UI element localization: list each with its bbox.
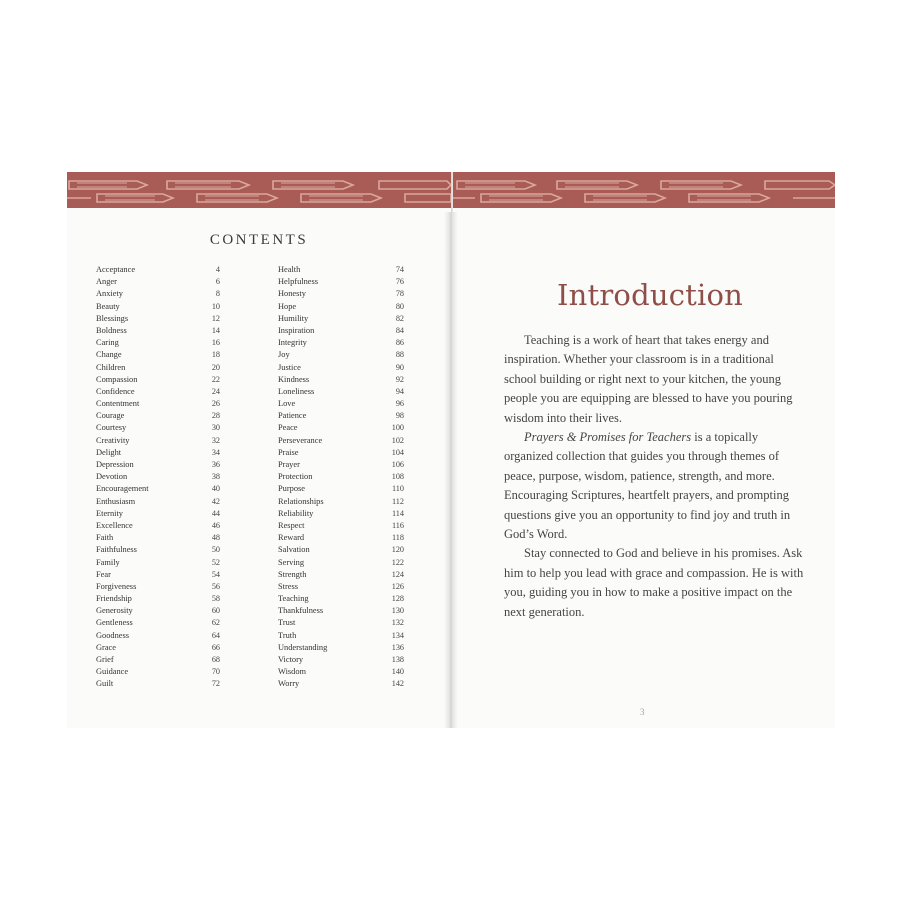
- toc-entry-label: Anger: [96, 277, 117, 287]
- toc-entry-page: 64: [211, 630, 220, 640]
- toc-entry: [278, 630, 404, 642]
- toc-entry: [96, 264, 220, 276]
- toc-entry-label: Excellence: [96, 520, 133, 530]
- toc-entry-label: Honesty: [278, 289, 306, 299]
- toc-entry: [96, 544, 220, 556]
- toc-entry-label: Serving: [278, 557, 305, 567]
- toc-entry-label: Understanding: [278, 642, 328, 652]
- toc-entry: [96, 642, 220, 654]
- toc-entry: [278, 386, 404, 398]
- toc-entry-page: 6: [215, 277, 220, 287]
- toc-entry: [278, 398, 404, 410]
- toc-entry-label: Faith: [96, 533, 114, 543]
- toc-entry-label: Reward: [278, 533, 305, 543]
- toc-entry: [278, 301, 404, 313]
- toc-entry-page: 56: [211, 581, 220, 591]
- toc-entry-label: Fear: [96, 569, 111, 579]
- toc-entry-page: 134: [391, 630, 404, 640]
- toc-entry-label: Hope: [278, 301, 297, 311]
- toc-entry-page: 16: [211, 338, 220, 348]
- toc-entry-page: 36: [211, 460, 220, 469]
- toc-entry-page: 30: [211, 423, 220, 433]
- toc-entry-page: 28: [211, 411, 220, 421]
- toc-entry-label: Guidance: [96, 667, 129, 677]
- toc-entry: [96, 349, 220, 361]
- toc-entry-label: Creativity: [96, 435, 130, 445]
- toc-entry: [278, 605, 404, 617]
- toc-column-2: [278, 264, 404, 691]
- toc-entry-page: 12: [211, 313, 220, 323]
- decorative-pencil-band-left: [67, 172, 451, 212]
- toc-entry-label: Confidence: [96, 386, 135, 396]
- toc-entry: [278, 654, 404, 666]
- toc-entry-page: 90: [395, 362, 404, 372]
- toc-entry-label: Truth: [278, 630, 297, 640]
- toc-entry-label: Eternity: [96, 508, 123, 518]
- toc-entry: [96, 569, 220, 581]
- toc-entry-page: 42: [211, 496, 220, 506]
- toc-entry: [278, 264, 404, 276]
- toc-entry-page: 22: [211, 374, 220, 384]
- toc-entry-label: Respect: [278, 520, 305, 530]
- toc-entry-page: 58: [211, 594, 220, 604]
- toc-entry-page: 10: [211, 301, 220, 311]
- toc-entry-label: Generosity: [96, 606, 133, 616]
- toc-entry-label: Beauty: [96, 301, 120, 311]
- toc-entry: [278, 435, 404, 447]
- toc-entry-label: Justice: [278, 362, 301, 372]
- toc-entry-label: Grace: [96, 642, 116, 652]
- toc-entry: [278, 508, 404, 520]
- toc-entry-label: Family: [96, 557, 120, 567]
- toc-entry-label: Grief: [96, 655, 114, 664]
- introduction-body: [504, 331, 804, 622]
- toc-entry-label: Inspiration: [278, 325, 315, 335]
- toc-entry: [278, 569, 404, 581]
- toc-entry-page: 68: [211, 655, 220, 664]
- toc-entry-page: 50: [211, 545, 220, 555]
- toc-entry: [96, 447, 220, 459]
- toc-entry-page: 60: [211, 606, 220, 616]
- toc-entry: [278, 520, 404, 532]
- toc-entry-label: Kindness: [278, 374, 310, 384]
- toc-entry-label: Guilt: [96, 679, 114, 689]
- toc-entry-page: 34: [211, 447, 220, 457]
- toc-entry: [96, 313, 220, 325]
- toc-entry: [278, 557, 404, 569]
- toc-entry: [278, 349, 404, 361]
- toc-entry: [96, 581, 220, 593]
- toc-entry: [96, 678, 220, 690]
- toc-entry-label: Boldness: [96, 325, 127, 335]
- page-number: 3: [640, 707, 645, 717]
- toc-entry-label: Change: [96, 350, 122, 360]
- toc-entry-page: 38: [211, 472, 220, 482]
- toc-entry-page: 98: [395, 411, 404, 421]
- toc-entry-label: Enthusiasm: [96, 496, 136, 506]
- toc-entry-label: Perseverance: [278, 435, 323, 445]
- toc-entry-label: Relationships: [278, 496, 324, 506]
- toc-entry-page: 122: [391, 557, 404, 567]
- pencil-pattern-icon: [453, 172, 835, 212]
- toc-column-1: [96, 264, 220, 691]
- toc-entry-page: 46: [211, 520, 220, 530]
- toc-entry-label: Victory: [278, 655, 304, 664]
- toc-entry-label: Devotion: [96, 472, 128, 482]
- toc-entry-page: 104: [391, 447, 404, 457]
- toc-entry-label: Goodness: [96, 630, 130, 640]
- toc-entry-page: 44: [211, 508, 220, 518]
- toc-entry: [278, 581, 404, 593]
- toc-entry: [278, 532, 404, 544]
- toc-entry-label: Purpose: [278, 484, 305, 494]
- toc-entry: [96, 520, 220, 532]
- toc-entry: [96, 301, 220, 313]
- toc-entry-label: Friendship: [96, 594, 132, 604]
- toc-entry-page: 74: [395, 265, 404, 274]
- toc-entry: [278, 496, 404, 508]
- toc-entry-page: 108: [391, 472, 404, 482]
- toc-entry: [278, 313, 404, 325]
- toc-entry-page: 26: [211, 399, 220, 409]
- introduction-title: Introduction: [556, 278, 744, 312]
- toc-entry-label: Compassion: [96, 374, 138, 384]
- toc-entry-page: 66: [211, 642, 220, 652]
- toc-entry: [96, 630, 220, 642]
- toc-entry: [96, 605, 220, 617]
- toc-entry-label: Joy: [278, 350, 290, 360]
- toc-entry: [278, 678, 404, 690]
- toc-entry-page: 18: [211, 350, 220, 360]
- toc-entry-page: 82: [395, 313, 404, 323]
- toc-entry-page: 102: [391, 435, 404, 445]
- toc-entry-label: Delight: [96, 447, 122, 457]
- toc-entry: [278, 666, 404, 678]
- toc-entry-label: Praise: [278, 447, 299, 457]
- toc-entry-page: 78: [395, 289, 404, 299]
- toc-entry-label: Trust: [278, 618, 296, 628]
- toc-entry-page: 110: [392, 484, 404, 494]
- toc-entry: [278, 544, 404, 556]
- toc-entry-page: 70: [211, 667, 220, 677]
- toc-entry: [278, 337, 404, 349]
- toc-entry-page: 138: [391, 655, 404, 664]
- toc-entry-label: Faithfulness: [96, 545, 137, 555]
- toc-entry-page: 8: [215, 289, 220, 299]
- toc-entry-page: 54: [211, 569, 220, 579]
- toc-entry: [96, 276, 220, 288]
- toc-entry: [96, 496, 220, 508]
- toc-entry-label: Courage: [96, 411, 125, 421]
- toc-entry-label: Blessings: [96, 313, 129, 323]
- toc-entry-label: Anxiety: [96, 289, 123, 299]
- toc-entry-page: 116: [392, 520, 404, 530]
- toc-entry-label: Encouragement: [96, 484, 149, 494]
- toc-entry: [278, 459, 404, 471]
- toc-entry: [278, 483, 404, 495]
- toc-entry-page: 80: [395, 301, 404, 311]
- toc-entry: [96, 483, 220, 495]
- toc-entry-label: Depression: [96, 460, 134, 469]
- toc-entry-page: 52: [211, 557, 220, 567]
- toc-entry-page: 132: [391, 618, 404, 628]
- toc-entry-page: 140: [391, 667, 404, 677]
- toc-entry-label: Protection: [278, 472, 313, 482]
- toc-entry-page: 100: [391, 423, 404, 433]
- toc-entry: [278, 447, 404, 459]
- toc-entry-page: 88: [395, 350, 404, 360]
- toc-entry-page: 4: [215, 265, 220, 274]
- toc-entry-page: 32: [211, 435, 220, 445]
- toc-entry: [278, 593, 404, 605]
- toc-entry: [278, 642, 404, 654]
- intro-paragraph-3: Stay connected to God and believe in his promises. Ask him to help you lead with grace and compassion. He is with you, guiding you in how to make a positive impact on the next generation.: [504, 546, 804, 619]
- toc-entry: [96, 471, 220, 483]
- toc-entry-page: 84: [395, 325, 404, 335]
- toc-entry: [278, 374, 404, 386]
- decorative-pencil-band-right: [453, 172, 835, 212]
- toc-entry: [96, 459, 220, 471]
- toc-entry-page: 76: [395, 277, 404, 287]
- toc-entry-label: Strength: [278, 569, 307, 579]
- intro-paragraph-2: [504, 428, 804, 544]
- toc-entry: [96, 410, 220, 422]
- toc-entry-page: 130: [391, 606, 404, 616]
- toc-entry-label: Teaching: [278, 594, 309, 604]
- toc-entry-page: 120: [391, 545, 404, 555]
- toc-entry-page: 62: [211, 618, 220, 628]
- toc-entry-label: Peace: [278, 423, 298, 433]
- toc-entry-label: Patience: [278, 411, 307, 421]
- toc-entry-page: 72: [211, 679, 220, 689]
- toc-entry: [96, 288, 220, 300]
- intro-paragraph-1: Teaching is a work of heart that takes energy and inspiration. Whether your classroom is in a traditional school building or right next to your kitchen, the young people you are equipping are blessed to have you pouring wisdom into their lives.: [504, 333, 793, 425]
- toc-entry-label: Worry: [278, 679, 300, 689]
- toc-entry-label: Reliability: [278, 508, 314, 518]
- toc-entry: [96, 386, 220, 398]
- toc-entry-page: 92: [395, 374, 404, 384]
- toc-entry-label: Loneliness: [278, 386, 315, 396]
- book-title-italic: Prayers & Promises for Teachers: [524, 430, 692, 445]
- toc-entry-label: Health: [278, 265, 301, 274]
- toc-entry-page: 86: [395, 338, 404, 348]
- toc-entry-label: Gentleness: [96, 618, 133, 628]
- contents-heading: CONTENTS: [209, 232, 309, 248]
- toc-entry: [278, 410, 404, 422]
- toc-entry: [96, 422, 220, 434]
- intro-paragraph-2-text: is a topically organized collection that guides you through themes of peace, purpose, wisdom, patience, strength, and more. Encouraging Scriptures, heartfelt prayers, and prompting questions give you an opportunity to find joy and truth in God’s Word.: [504, 430, 791, 542]
- toc-entry: [96, 654, 220, 666]
- toc-entry: [278, 288, 404, 300]
- toc-entry: [278, 471, 404, 483]
- toc-entry: [278, 422, 404, 434]
- toc-entry: [278, 362, 404, 374]
- toc-entry-label: Love: [278, 399, 296, 409]
- toc-entry-page: 142: [391, 679, 404, 689]
- toc-entry-page: 48: [211, 533, 220, 543]
- toc-entry-page: 126: [391, 581, 404, 591]
- toc-entry-page: 14: [211, 325, 220, 335]
- toc-entry-label: Stress: [278, 581, 299, 591]
- toc-entry-label: Courtesy: [96, 423, 127, 433]
- pencil-pattern-icon: [67, 172, 451, 212]
- toc-entry-label: Thankfulness: [278, 606, 324, 616]
- toc-entry: [278, 325, 404, 337]
- toc-entry-label: Forgiveness: [96, 581, 137, 591]
- toc-entry: [96, 435, 220, 447]
- toc-entry: [96, 593, 220, 605]
- toc-entry-page: 96: [395, 399, 404, 409]
- toc-entry-label: Contentment: [96, 399, 140, 409]
- toc-entry-page: 124: [391, 569, 404, 579]
- toc-entry-page: 20: [211, 362, 220, 372]
- toc-entry: [96, 362, 220, 374]
- book-gutter: [444, 172, 458, 728]
- toc-entry: [96, 374, 220, 386]
- toc-entry-label: Caring: [96, 338, 119, 348]
- toc-entry: [96, 325, 220, 337]
- toc-entry-label: Integrity: [278, 338, 307, 348]
- toc-entry-page: 114: [392, 508, 404, 518]
- toc-entry-page: 136: [391, 642, 404, 652]
- toc-entry: [96, 337, 220, 349]
- toc-entry-page: 94: [395, 386, 404, 396]
- toc-entry: [96, 617, 220, 629]
- toc-entry-page: 24: [211, 386, 220, 396]
- toc-entry: [96, 532, 220, 544]
- toc-entry-label: Helpfulness: [278, 277, 319, 287]
- toc-entry-page: 112: [392, 496, 404, 506]
- toc-entry-label: Salvation: [278, 545, 310, 555]
- toc-entry-label: Children: [96, 362, 126, 372]
- toc-entry-label: Acceptance: [96, 265, 136, 274]
- toc-entry-label: Humility: [278, 313, 309, 323]
- toc-entry: [278, 276, 404, 288]
- toc-entry-page: 128: [391, 594, 404, 604]
- toc-entry: [96, 398, 220, 410]
- toc-entry: [278, 617, 404, 629]
- toc-entry-page: 106: [391, 460, 404, 469]
- toc-entry: [96, 557, 220, 569]
- toc-entry-label: Wisdom: [278, 667, 307, 677]
- toc-entry-label: Prayer: [278, 460, 300, 469]
- toc-entry: [96, 508, 220, 520]
- toc-entry-page: 40: [211, 484, 220, 494]
- toc-entry: [96, 666, 220, 678]
- toc-entry-page: 118: [392, 533, 404, 543]
